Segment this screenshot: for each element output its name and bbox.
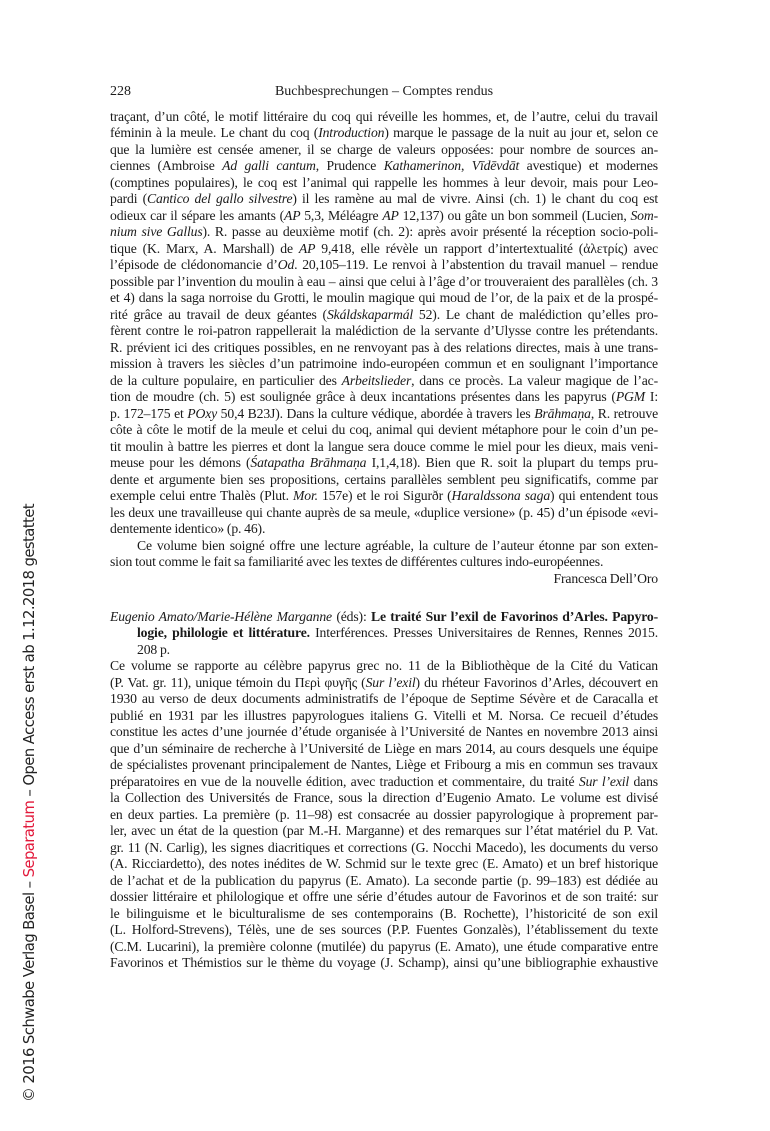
text-run: tion de moudre (ch. 5) est soulignée grâce à deux incantations présentes dans les papyrus ( xyxy=(110,389,616,404)
text-line xyxy=(110,554,658,571)
text-line xyxy=(110,642,658,659)
italic-run: AP xyxy=(382,207,399,223)
text-run: ) marque le passage de la nuit au jour et, selon ce xyxy=(384,125,658,140)
text-line xyxy=(110,538,658,555)
text-line xyxy=(110,422,658,439)
text-line xyxy=(110,455,658,472)
text-line xyxy=(110,922,658,939)
text-run: 157e) et le roi Sigurðr ( xyxy=(317,488,452,503)
italic-run: Śatapatha Brāhmaṇa xyxy=(250,455,367,470)
italic-run: Som- xyxy=(630,207,658,223)
text-run: (P. Vat. gr. 11), unique témoin du Περὶ φυγῆς ( xyxy=(110,674,366,690)
text-line xyxy=(110,823,658,840)
text-run: Favorinos et Thémistios sur le thème du voyage (J. Schamp), ainsi qu’une bibliographie exhaustive xyxy=(110,955,658,970)
running-title: Buchbesprechungen – Comptes rendus xyxy=(274,84,494,99)
italic-run: Cantico del gallo silvestre xyxy=(147,191,293,206)
reviewer-signature: Francesca Dell’Oro xyxy=(553,570,658,586)
text-run: dente et argumente bien ses propositions, certains parallèles semblent peu significatifs, comme par xyxy=(110,471,658,487)
text-line xyxy=(110,307,658,324)
italic-run: Eugenio Amato/Marie-Hélène Marganne xyxy=(110,608,332,624)
review-amato-marganne xyxy=(110,609,658,972)
italic-run: Haraldssona saga xyxy=(451,488,551,503)
text-line xyxy=(110,873,658,890)
text-line xyxy=(110,373,658,390)
text-line xyxy=(110,257,658,274)
text-run: 208 p. xyxy=(137,641,170,657)
text-line xyxy=(110,757,658,774)
text-run: en deux parties. La première (p. 11–98) est consacrée au dossier papyrologique à proprement par- xyxy=(110,806,658,822)
italic-run: Ad galli cantum xyxy=(222,158,316,173)
text-run: 9,418, elle révèle un rapport d’intertextualité (ἀλετρίς) avec xyxy=(315,240,658,256)
text-line xyxy=(110,741,658,758)
text-line xyxy=(110,389,658,406)
text-run: dans xyxy=(629,773,658,789)
text-line xyxy=(110,774,658,791)
text-line xyxy=(110,125,658,142)
bold-run: logie, philologie et littérature. xyxy=(137,625,310,640)
text-line xyxy=(110,889,658,906)
text-run: traçant, d’un côté, le motif littéraire du coq qui réveille les hommes, et, de l’autre, celui du travail xyxy=(110,108,658,124)
text-run: 1930 au verso de deux documents administratifs de l’époque de Septime Sévère et de Caracalla et xyxy=(110,691,658,706)
text-line xyxy=(110,406,658,423)
text-line xyxy=(110,708,658,725)
text-line xyxy=(110,625,658,642)
text-run: ) du rhéteur Favorinos d’Arles, découvert en xyxy=(415,674,659,690)
text-line xyxy=(110,955,658,972)
italic-run: POxy xyxy=(187,405,218,421)
review-francesca-dell-oro xyxy=(110,109,658,588)
text-run: de spécialistes provenant principalement de Nantes, Liège et Fribourg a mis en commun ses travaux xyxy=(110,757,658,772)
text-run: (comptines populaires), le coq est l’animal qui rappelle les hommes à leur devoir, mais pour Leo- xyxy=(110,174,658,190)
text-run: gr. 11 (N. Carlig), les signes diacritiques et corrections (G. Nocchi Macedo), les documents du verso xyxy=(110,839,658,855)
text-line xyxy=(110,175,658,192)
text-run: les deux une travailleuse qui chante auprès de sa meule, «duplice versione» (p. 45) d’un épisode «evi- xyxy=(110,504,658,520)
text-run: ) qui entendent tous xyxy=(550,488,658,503)
italic-run: AP xyxy=(298,240,316,256)
text-line xyxy=(110,340,658,357)
text-run: publié en 1931 par les illustres papyrologues italiens G. Vitelli et M. Norsa. Ce recueil d’études xyxy=(110,707,658,723)
text-line xyxy=(110,142,658,159)
text-run: pardi ( xyxy=(110,191,148,206)
text-run: rité grâce au travail de deux géantes ( xyxy=(110,306,327,322)
text-run: (C.M. Lucarini), la première colonne (mutilée) du papyrus (E. Amato), une étude comparative entre xyxy=(110,938,658,954)
text-run: sion tout comme le fait sa familiarité avec les textes de différentes cultures indo-européennes. xyxy=(110,554,604,569)
text-run: p. 172–175 et xyxy=(110,405,188,421)
text-line xyxy=(110,224,658,241)
text-line xyxy=(110,906,658,923)
text-line xyxy=(110,691,658,708)
text-line xyxy=(110,807,658,824)
text-line xyxy=(110,724,658,741)
text-line xyxy=(110,609,658,626)
text-line xyxy=(110,521,658,538)
text-run: exemple celui entre Thalès (Plut. xyxy=(110,488,293,503)
italic-run: Mor. xyxy=(293,488,318,503)
text-run: I,1,4,18). Bien que R. soit la plupart du temps pru- xyxy=(366,455,658,470)
text-run: de l’achat et de la publication du papyrus (E. Amato). La seconde partie (p. 99–183) est dédiée au xyxy=(110,872,658,888)
text-line xyxy=(110,208,658,225)
text-line xyxy=(110,274,658,291)
text-run: ciennes (Ambroise xyxy=(110,158,223,173)
text-run: tit moulin à battre les pierres et dont la langue sera douce comme le miel pour les dieux, mais veni- xyxy=(110,438,658,454)
text-run: 5,3, Méléagre xyxy=(300,207,383,223)
text-line xyxy=(110,856,658,873)
text-run: , Prudence xyxy=(315,158,384,173)
text-run: fèrent contre le roi-patron rappellerait la malédiction de la servante d’Ulysse contre les prétendants. xyxy=(110,323,658,338)
text-line xyxy=(110,658,658,675)
text-run: Interférences. Presses Universitaires de Rennes, Rennes 2015. xyxy=(309,625,658,640)
text-run: constitue les actes d’une journée d’étude organisée à l’Université de Nantes en novembre 2013 ainsi xyxy=(110,724,658,739)
text-line xyxy=(110,675,658,692)
text-line xyxy=(110,241,658,258)
text-run: meuse pour les démons ( xyxy=(110,455,251,470)
copyright-text-end: – Open Access erst ab 1.12.2018 gestattet xyxy=(20,504,38,801)
text-run: que d’un séminaire de recherche à l’Université de Liège en mars 2014, au cours desquels une équipe xyxy=(110,740,658,756)
italic-run: AP xyxy=(283,207,301,223)
text-run: ). R. passe au deuxième motif (ch. 2): après avoir présenté la réception socio-poli- xyxy=(202,224,659,239)
italic-run: Sur l’exil xyxy=(578,773,630,789)
text-run: féminin à la meule. Le chant du coq ( xyxy=(110,125,319,140)
text-run: 12,137) ou gâte un bon sommeil (Lucien, xyxy=(398,207,631,223)
text-run: de la culture populaire, en particulier des xyxy=(110,372,342,388)
text-run: I: xyxy=(645,389,658,404)
bold-run: Le traité Sur l’exil de Favorinos d’Arles. Papyro- xyxy=(370,608,658,624)
italic-run: Brāhmaṇa xyxy=(534,405,591,421)
text-line xyxy=(110,109,658,126)
text-run: 50,4 B23J). Dans la culture védique, abordée à travers les xyxy=(217,405,535,421)
text-line xyxy=(110,191,658,208)
text-run: (L. Holford-Strevens), Télès, une de ses sources (P.P. Fuentes Gonzalès), l’établissement du texte xyxy=(110,922,658,937)
text-run: dossier littéraire et philologique et offre une série d’études autour de Favorinos et de son traité: sur xyxy=(110,889,658,904)
copyright-notice xyxy=(20,211,38,1102)
text-line xyxy=(110,472,658,489)
separatum-label: Separatum xyxy=(20,800,38,878)
italic-run: PGM xyxy=(615,389,646,404)
text-line xyxy=(110,790,658,807)
text-run: possible par l’invention du moulin à eau – ainsi que celui à l’âge d’or trouveraient des parallèles (ch. 3 xyxy=(110,273,658,289)
italic-run: Arbeitslieder xyxy=(341,372,412,388)
page-header xyxy=(110,84,658,102)
text-run: , xyxy=(461,158,472,173)
text-run: que la lumière est censée amener, il se charge de valeurs opposées: pour nombre de sources an- xyxy=(110,141,658,157)
text-run: R. prévient ici des critiques possibles, en ne renvoyant pas à des relations directes, mais à une trans- xyxy=(110,339,658,355)
text-run: le bilinguisme et le biculturalisme de ses contemporains (B. Rochette), l’historicité de son exil xyxy=(110,905,658,921)
italic-run: Introduction xyxy=(318,125,385,140)
text-line xyxy=(110,939,658,956)
text-run: 52). Le chant de malédiction qu’elles pro- xyxy=(413,306,658,322)
text-line xyxy=(110,488,658,505)
italic-run: Skáldskaparmál xyxy=(326,306,414,322)
text-run: tique (K. Marx, A. Marshall) de xyxy=(110,240,299,256)
text-run: (éds): xyxy=(331,608,371,624)
text-run: , dans ce procès. La valeur magique de l’ac- xyxy=(411,372,658,388)
text-run: préparatoires en vue de la nouvelle édition, avec traduction et commentaire, du traité xyxy=(110,773,579,789)
text-run: Ce volume bien soigné offre une lecture agréable, la culture de l’auteur étonne par son exten- xyxy=(137,537,658,553)
italic-run: Kathamerinon xyxy=(383,158,461,173)
text-run: Ce volume se rapporte au célèbre papyrus grec no. 11 de la Bibliothèque de la Cité du Vatican xyxy=(110,658,658,673)
text-line xyxy=(110,505,658,522)
italic-run: nium sive Gallus xyxy=(110,224,203,239)
text-line xyxy=(110,323,658,340)
text-run: l’épisode de clédonomancie d’ xyxy=(110,257,278,272)
italic-run: Sur l’exil xyxy=(365,674,416,690)
text-run: , R. retrouve xyxy=(590,405,658,421)
text-run: et 4) dans la saga norroise du Grotti, le moulin magique qui moud de l’or, de la paix et de la prospé- xyxy=(110,290,658,305)
text-line xyxy=(110,290,658,307)
italic-run: Od xyxy=(277,257,295,272)
text-run: la Collection des Universités de France, sous la direction d’Eugenio Amato. Le volume est divisé xyxy=(110,790,658,805)
italic-run: Vīdēvdāt xyxy=(471,158,520,173)
text-run: dentemente identico» (p. 46). xyxy=(110,521,266,536)
text-line xyxy=(110,158,658,175)
page-number: 228 xyxy=(110,84,131,99)
text-run: avestique) et modernes xyxy=(519,158,658,173)
text-run: côte à côte le motif de la meule et celui du coq, animal qui devient métaphore pour le coin d’un pe- xyxy=(110,422,658,437)
copyright-text-start: © 2016 Schwabe Verlag Basel – xyxy=(20,877,38,1102)
text-run: (A. Ricciardetto), des notes inédites de W. Schmid sur le texte grec (E. Amato) et un bref historique xyxy=(110,856,658,871)
text-line xyxy=(110,356,658,373)
text-run: ler, avec un état de la question (par M.-H. Marganne) et des remarques sur l’état matériel du P. Vat. xyxy=(110,823,658,838)
text-run: . 20,105–119. Le renvoi à l’abstention du travail manuel – rendue xyxy=(294,257,658,272)
text-run: odieux car il sépare les amants ( xyxy=(110,207,284,223)
text-line xyxy=(110,439,658,456)
text-run: ) il les ramène au mal de vivre. Ainsi (ch. 1) le chant du coq est xyxy=(292,191,659,206)
text-line xyxy=(110,840,658,857)
text-run: mission à travers les siècles d’un patrimoine indo-européen commun et en soulignant l’importance xyxy=(110,356,658,371)
